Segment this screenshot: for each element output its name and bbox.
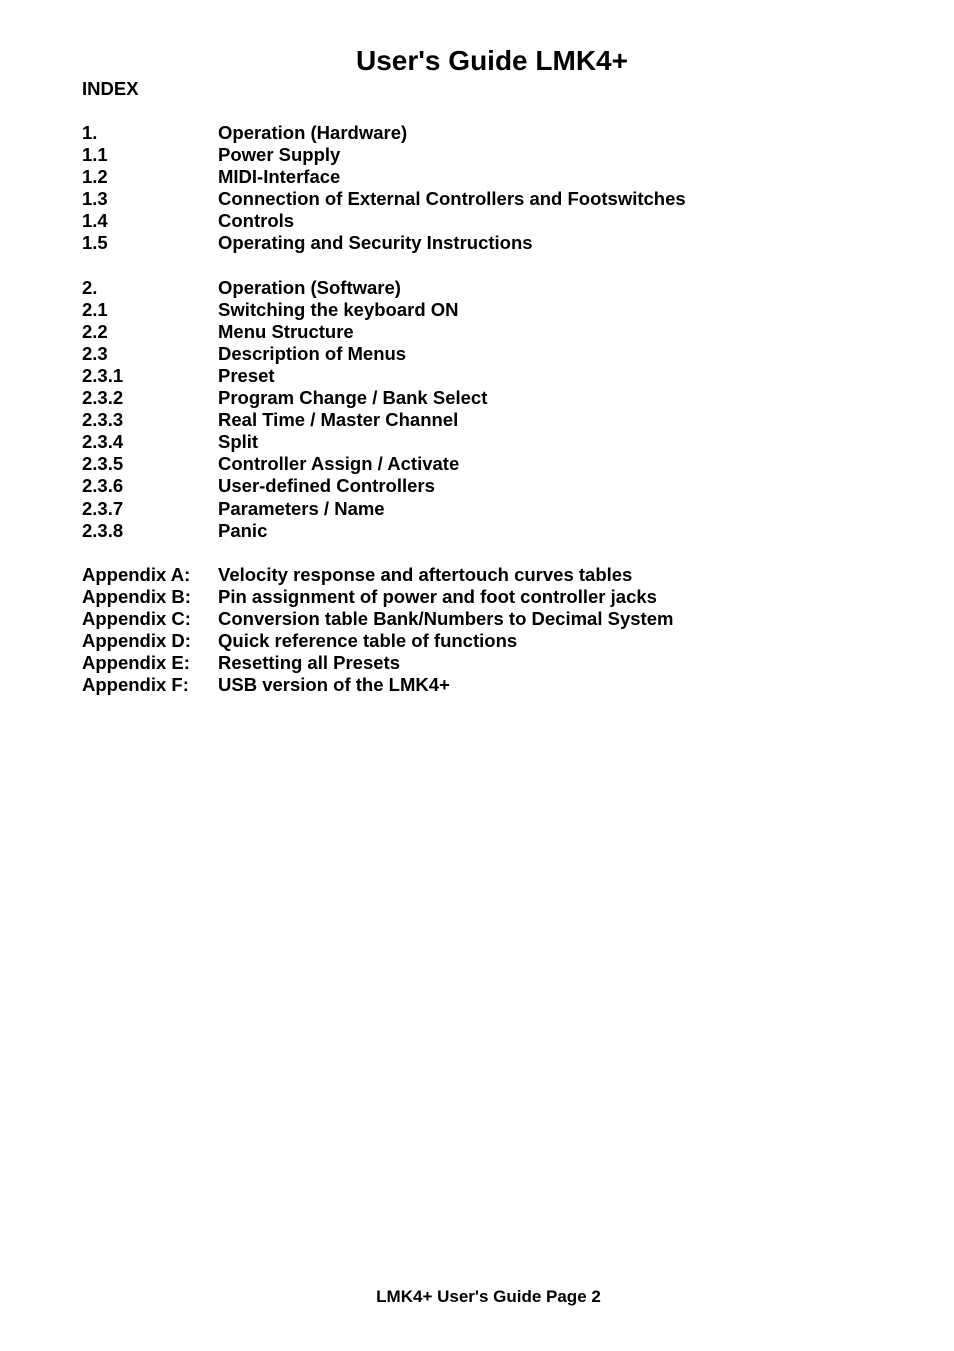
toc-entry-title: Description of Menus <box>218 342 407 364</box>
toc-entry-number: 2.3 <box>82 342 108 364</box>
toc-entry-title: Operating and Security Instructions <box>218 232 533 254</box>
toc-entry-title: User-defined Controllers <box>218 475 435 497</box>
toc-entry-number: 1.5 <box>82 232 108 254</box>
toc-entry-title: Program Change / Bank Select <box>218 387 488 409</box>
toc-entry <box>82 277 902 299</box>
toc-entry-title: Pin assignment of power and foot controller jacks <box>218 585 657 607</box>
toc-entry-number: 2.2 <box>82 320 108 342</box>
toc-entry <box>82 188 902 210</box>
toc-entry-title: Panic <box>218 519 268 541</box>
toc-entry <box>82 144 902 166</box>
page-title: User's Guide LMK4+ <box>356 45 628 76</box>
toc-entry <box>82 431 902 453</box>
toc-entry-title: Real Time / Master Channel <box>218 409 459 431</box>
toc-entry-number: Appendix C: <box>82 607 191 629</box>
toc-entry-title: Parameters / Name <box>218 497 385 519</box>
toc-entry <box>82 586 902 608</box>
toc-entry-number: 1.2 <box>82 166 108 188</box>
toc-entry-number: Appendix A: <box>82 563 191 585</box>
toc-entry-number: 1.1 <box>82 144 108 166</box>
toc-entry <box>82 453 902 475</box>
toc-entry-number: 2.3.8 <box>82 519 124 541</box>
toc-entry-title: Conversion table Bank/Numbers to Decimal System <box>218 607 674 629</box>
toc-entry-title: Controller Assign / Activate <box>218 453 460 475</box>
toc-entry-title: Controls <box>218 210 295 232</box>
toc-entry <box>82 166 902 188</box>
toc-entry-number: Appendix F: <box>82 674 189 696</box>
toc-entry <box>82 365 902 387</box>
toc-entry <box>82 520 902 542</box>
toc-entry-number: 2.3.7 <box>82 497 124 519</box>
toc-entry <box>82 674 902 696</box>
toc-entry <box>82 299 902 321</box>
toc-entry-title: Power Supply <box>218 144 341 166</box>
page-footer: LMK4+ User's Guide Page 2 <box>376 1287 601 1306</box>
toc-entry-number: 2.3.1 <box>82 364 124 386</box>
toc-entry <box>82 321 902 343</box>
index-heading: INDEX <box>82 78 139 99</box>
toc-entry <box>82 122 902 144</box>
toc-entry-title: Operation (Software) <box>218 276 401 298</box>
toc-entry-title: Quick reference table of functions <box>218 629 518 651</box>
toc-entry-number: Appendix D: <box>82 629 191 651</box>
toc-entry-title: Switching the keyboard ON <box>218 298 459 320</box>
toc-entry-title: MIDI-Interface <box>218 166 341 188</box>
table-of-contents <box>82 122 902 718</box>
toc-entry-number: 1.3 <box>82 188 108 210</box>
toc-entry-title: Resetting all Presets <box>218 652 400 674</box>
toc-entry-number: 2.1 <box>82 298 108 320</box>
toc-entry-title: Operation (Hardware) <box>218 122 408 143</box>
toc-entry-number: 1. <box>82 122 98 143</box>
toc-entry <box>82 564 902 586</box>
toc-entry <box>82 232 902 254</box>
toc-entry <box>82 630 902 652</box>
toc-entry-number: Appendix E: <box>82 652 190 674</box>
toc-group-hardware <box>82 122 902 255</box>
toc-group-software <box>82 277 902 542</box>
toc-entry <box>82 608 902 630</box>
toc-entry-number: 1.4 <box>82 210 108 232</box>
toc-entry-number: Appendix B: <box>82 585 191 607</box>
toc-entry <box>82 475 902 497</box>
toc-entry-number: 2.3.6 <box>82 475 124 497</box>
toc-entry-number: 2.3.2 <box>82 387 124 409</box>
toc-entry-title: Connection of External Controllers and Footswitches <box>218 188 686 210</box>
toc-entry <box>82 210 902 232</box>
toc-entry-title: Menu Structure <box>218 320 354 342</box>
toc-entry <box>82 343 902 365</box>
toc-entry-number: 2. <box>82 276 98 298</box>
toc-entry-number: 2.3.5 <box>82 453 124 475</box>
toc-entry-number: 2.3.4 <box>82 431 124 453</box>
toc-group-appendices <box>82 564 902 697</box>
toc-entry-title: Velocity response and aftertouch curves tables <box>218 563 633 585</box>
toc-entry-title: USB version of the LMK4+ <box>218 674 450 696</box>
toc-entry-title: Split <box>218 431 259 453</box>
toc-entry <box>82 409 902 431</box>
toc-entry <box>82 498 902 520</box>
toc-entry <box>82 387 902 409</box>
toc-entry-title: Preset <box>218 364 275 386</box>
toc-entry <box>82 652 902 674</box>
toc-entry-number: 2.3.3 <box>82 409 124 431</box>
